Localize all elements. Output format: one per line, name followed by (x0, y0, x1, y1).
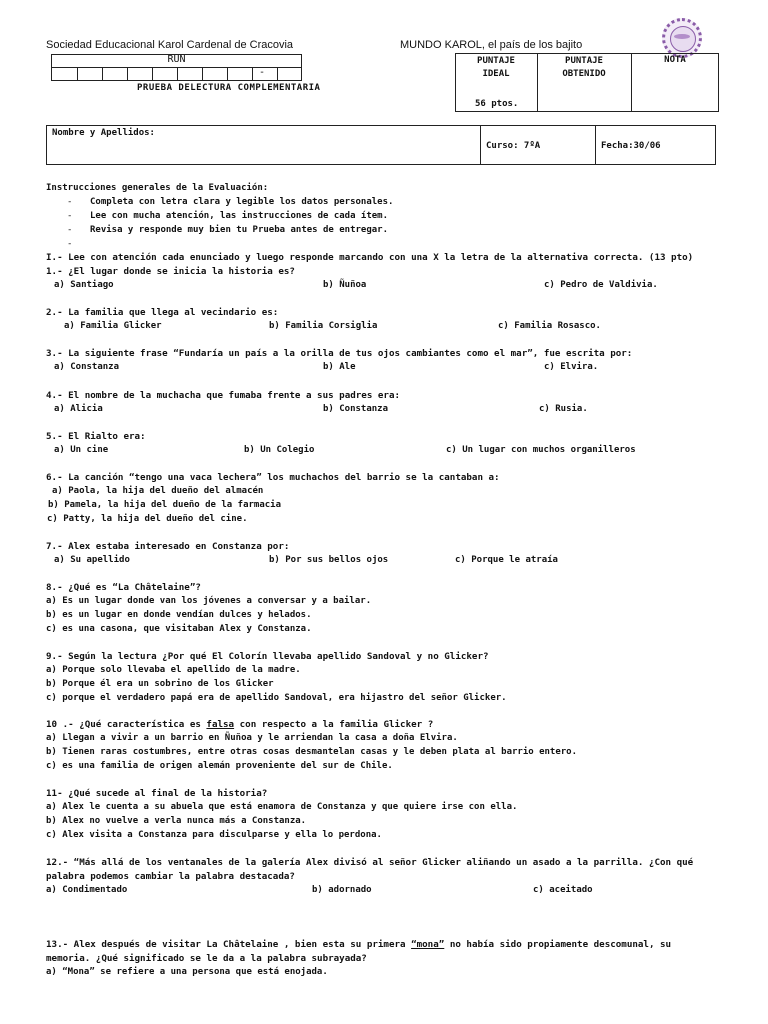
q9-option-c[interactable]: c) porque el verdadero papá era de apellido Sandoval, era hijastro del señor Glicker. (46, 693, 507, 703)
q4-option-a[interactable]: a) Alicia (54, 404, 103, 414)
ideal-score-value: 56 ptos. (475, 99, 519, 109)
q3-option-b[interactable]: b) Ale (323, 362, 356, 372)
q13-option-a[interactable]: a) “Mona” se refiere a una persona que está enojada. (46, 967, 328, 977)
q6-option-a[interactable]: a) Paola, la hija del dueño del almacén (52, 486, 264, 496)
q2-option-a[interactable]: a) Familia Glicker (64, 321, 162, 331)
q3-option-c[interactable]: c) Elvira. (544, 362, 599, 372)
instruction-item: Revisa y responde muy bien tu Prueba antes de entregar. (90, 225, 389, 235)
question-2: 2.- La familia que llega al vecindario es: (46, 307, 279, 318)
instruction-bullet: - (67, 239, 73, 249)
q11-option-c[interactable]: c) Alex visita a Constanza para disculparse y ella lo perdona. (46, 830, 382, 840)
q5-option-a[interactable]: a) Un cine (54, 445, 109, 455)
q11-option-a[interactable]: a) Alex le cuenta a su abuela que está enamora de Constanza y que quiere irse con ella. (46, 802, 518, 812)
date-value: Fecha:30/06 (601, 141, 661, 151)
q4-option-c[interactable]: c) Rusia. (539, 404, 588, 414)
question-5: 5.- El Rialto era: (46, 431, 146, 442)
question-11: 11- ¿Qué sucede al final de la historia? (46, 788, 268, 799)
school-name: Sociedad Educacional Karol Cardenal de Cracovia (46, 39, 294, 51)
obtained-score-field[interactable] (540, 70, 628, 106)
q2-option-c[interactable]: c) Familia Rosasco. (498, 321, 601, 331)
q1-option-a[interactable]: a) Santiago (54, 280, 114, 290)
question-12-line-2: palabra podemos cambiar la palabra destacada? (46, 871, 295, 882)
q5-option-c[interactable]: c) Un lugar con muchos organilleros (446, 445, 636, 455)
school-motto: MUNDO KAROL, el país de los bajito (400, 39, 583, 51)
school-seal-logo (662, 18, 702, 58)
q10-option-c[interactable]: c) es una familia de origen alemán proveniente del sur de Chile. (46, 761, 393, 771)
instructions-title: Instrucciones generales de la Evaluación: (46, 183, 269, 193)
question-6: 6.- La canción “tengo una vaca lechera” los muchachos del barrio se la cantaban a: (46, 472, 500, 483)
q1-option-b[interactable]: b) Ñuñoa (323, 280, 367, 290)
instruction-item: Completa con letra clara y legible los datos personales. (90, 197, 394, 207)
q9-option-b[interactable]: b) Porque él era un sobrino de los Glicker (46, 679, 274, 689)
instruction-bullet: - (67, 225, 73, 235)
q6-option-c[interactable]: c) Patty, la hija del dueño del cine. (47, 514, 248, 524)
q4-option-b[interactable]: b) Constanza (323, 404, 389, 414)
q12-option-c[interactable]: c) aceitado (533, 885, 593, 895)
q9-option-a[interactable]: a) Porque solo llevaba el apellido de la madre. (46, 665, 301, 675)
grade-field[interactable] (634, 70, 716, 106)
q12-option-a[interactable]: a) Condimentado (46, 885, 128, 895)
q3-option-a[interactable]: a) Constanza (54, 362, 120, 372)
underlined-word: “mona” (411, 939, 445, 950)
q2-option-b[interactable]: b) Familia Corsiglia (269, 321, 378, 331)
q5-option-b[interactable]: b) Un Colegio (244, 445, 315, 455)
q10-option-b[interactable]: b) Tienen raras costumbres, entre otras cosas desmantelan casas y le deben plata al barrio entero. (46, 747, 578, 757)
question-9: 9.- Según la lectura ¿Por qué El Colorín llevaba apellido Sandoval y no Glicker? (46, 651, 489, 662)
q1-option-c[interactable]: c) Pedro de Valdivia. (544, 280, 658, 290)
name-field[interactable] (52, 142, 472, 162)
q7-option-c[interactable]: c) Porque le atraía (455, 555, 558, 565)
instruction-bullet: - (67, 211, 73, 221)
question-3: 3.- La siguiente frase “Fundaría un país a la orilla de tus ojos cambiantes como el mar”, fue escrita por: (46, 348, 633, 359)
question-7: 7.- Alex estaba interesado en Constanza por: (46, 541, 290, 552)
question-1: 1.- ¿El lugar donde se inicia la historia es? (46, 266, 295, 277)
question-4: 4.- El nombre de la muchacha que fumaba frente a sus padres era: (46, 390, 401, 401)
q7-option-b[interactable]: b) Por sus bellos ojos (269, 555, 389, 565)
instruction-item: Lee con mucha atención, las instrucciones de cada ítem. (90, 211, 389, 221)
test-title: PRUEBA DELECTURA COMPLEMENTARIA (137, 83, 321, 93)
run-dash: - (259, 67, 266, 78)
course-value: Curso: 7ºA (486, 141, 541, 151)
instruction-bullet: - (67, 197, 73, 207)
question-13-line-2: memoria. ¿Qué significado se le da a la palabra subrayada? (46, 953, 367, 964)
question-12-line-1: 12.- “Más allá de los ventanales de la galería Alex divisó al señor Glicker aliñando un asado a la parrilla. ¿Con qué (46, 857, 694, 868)
q8-option-c[interactable]: c) es una casona, que visitaban Alex y Constanza. (46, 624, 312, 634)
question-13-line-1: 13.- Alex después de visitar La Châtelaine , bien esta su primera “mona” no había sido propiamente descomunal, su (46, 939, 672, 950)
q11-option-b[interactable]: b) Alex no vuelve a verla nunca más a Constanza. (46, 816, 307, 826)
q12-option-b[interactable]: b) adornado (312, 885, 372, 895)
underlined-word: falsa (206, 719, 235, 730)
run-label: RUN (167, 54, 186, 65)
q6-option-b[interactable]: b) Pamela, la hija del dueño de la farmacia (48, 500, 281, 510)
section-instruction: I.- Lee con atención cada enunciado y luego responde marcando con una X la letra de la alternativa correcta. (13 pto) (46, 252, 694, 263)
name-label: Nombre y Apellidos: (52, 128, 155, 138)
ideal-score-label: PUNTAJE IDEAL (477, 56, 515, 79)
question-10: 10 .- ¿Qué característica es falsa con respecto a la familia Glicker ? (46, 719, 434, 730)
grade-label: NOTA (664, 55, 686, 65)
q10-option-a[interactable]: a) Llegan a vivir a un barrio en Ñuñoa y le arriendan la casa a doña Elvira. (46, 733, 458, 743)
q8-option-a[interactable]: a) Es un lugar donde van los jóvenes a conversar y a bailar. (46, 596, 372, 606)
q8-option-b[interactable]: b) es un lugar en donde vendían dulces y helados. (46, 610, 312, 620)
obtained-score-label: PUNTAJE OBTENIDO (562, 56, 606, 79)
q7-option-a[interactable]: a) Su apellido (54, 555, 130, 565)
question-8: 8.- ¿Qué es “La Châtelaine”? (46, 582, 201, 593)
